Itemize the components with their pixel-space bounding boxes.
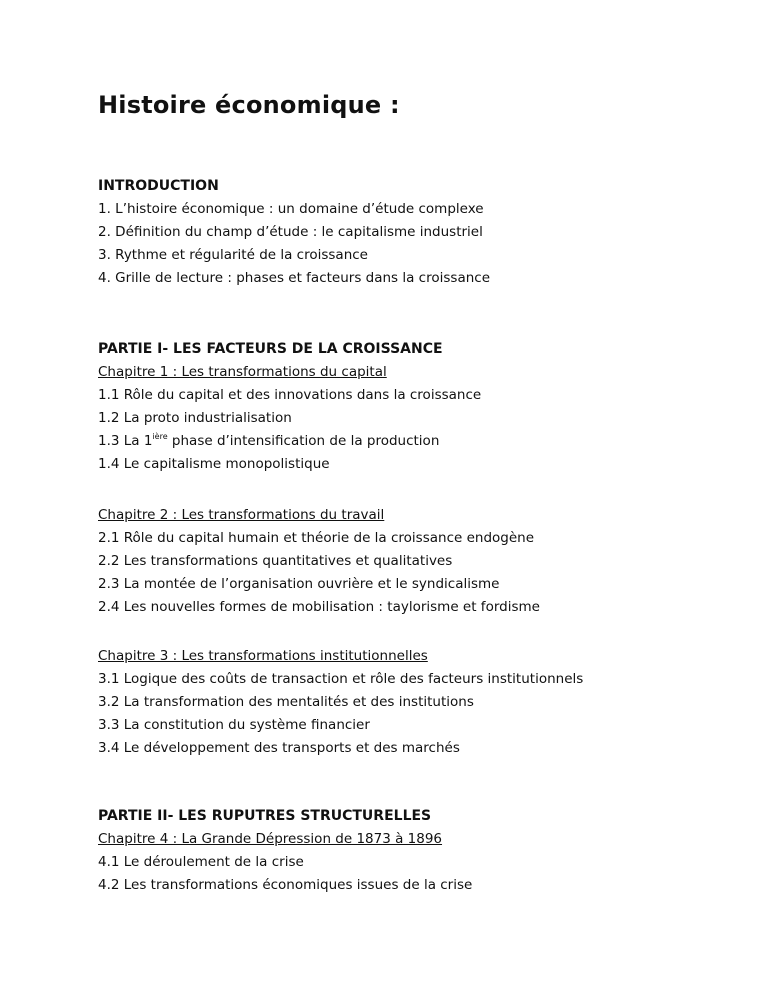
toc-item: 2. Définition du champ d’étude : le capitalisme industriel (98, 224, 483, 240)
section-heading-introduction: INTRODUCTION (98, 178, 219, 194)
toc-item: 3.2 La transformation des mentalités et des institutions (98, 694, 474, 710)
part-2-section (98, 805, 472, 897)
toc-item: 2.3 La montée de l’organisation ouvrière et le syndicalisme (98, 576, 500, 592)
part-1-section (98, 338, 481, 476)
toc-item: 3.3 La constitution du système financier (98, 717, 370, 733)
toc-item-prefix: 1.3 La 1 (98, 433, 153, 449)
chapter-4-title: Chapitre 4 : La Grande Dépression de 1873 à 1896 (98, 831, 443, 847)
toc-item: 1.4 Le capitalisme monopolistique (98, 456, 330, 472)
chapter-1-title: Chapitre 1 : Les transformations du capital (98, 364, 387, 380)
section-heading-part-1: PARTIE I- LES FACTEURS DE LA CROISSANCE (98, 341, 443, 357)
toc-item: 4.1 Le déroulement de la crise (98, 854, 304, 870)
toc-item: 3.1 Logique des coûts de transaction et rôle des facteurs institutionnels (98, 671, 584, 687)
toc-item: 2.1 Rôle du capital humain et théorie de la croissance endogène (98, 530, 535, 546)
toc-item: 1. L’histoire économique : un domaine d’étude complexe (98, 201, 484, 217)
toc-item: 3.4 Le développement des transports et des marchés (98, 740, 460, 756)
toc-item: 2.4 Les nouvelles formes de mobilisation : taylorisme et fordisme (98, 599, 540, 615)
toc-item: 2.2 Les transformations quantitatives et qualitatives (98, 553, 453, 569)
toc-item (98, 430, 481, 453)
chapter-2-title: Chapitre 2 : Les transformations du travail (98, 507, 385, 523)
toc-item-suffix: phase d’intensification de la production (167, 433, 440, 449)
chapter-2-section (98, 504, 540, 619)
section-heading-part-2: PARTIE II- LES RUPUTRES STRUCTURELLES (98, 808, 432, 824)
toc-item: 1.1 Rôle du capital et des innovations dans la croissance (98, 387, 482, 403)
toc-item: 4.2 Les transformations économiques issues de la crise (98, 877, 473, 893)
toc-item: 4. Grille de lecture : phases et facteurs dans la croissance (98, 270, 490, 286)
chapter-3-title: Chapitre 3 : Les transformations institutionnelles (98, 648, 428, 664)
document-title: Histoire économique : (98, 91, 400, 119)
toc-item: 1.2 La proto industrialisation (98, 410, 292, 426)
introduction-section (98, 175, 490, 290)
chapter-3-section (98, 645, 583, 760)
toc-item: 3. Rythme et régularité de la croissance (98, 247, 368, 263)
superscript: ière (152, 432, 168, 441)
